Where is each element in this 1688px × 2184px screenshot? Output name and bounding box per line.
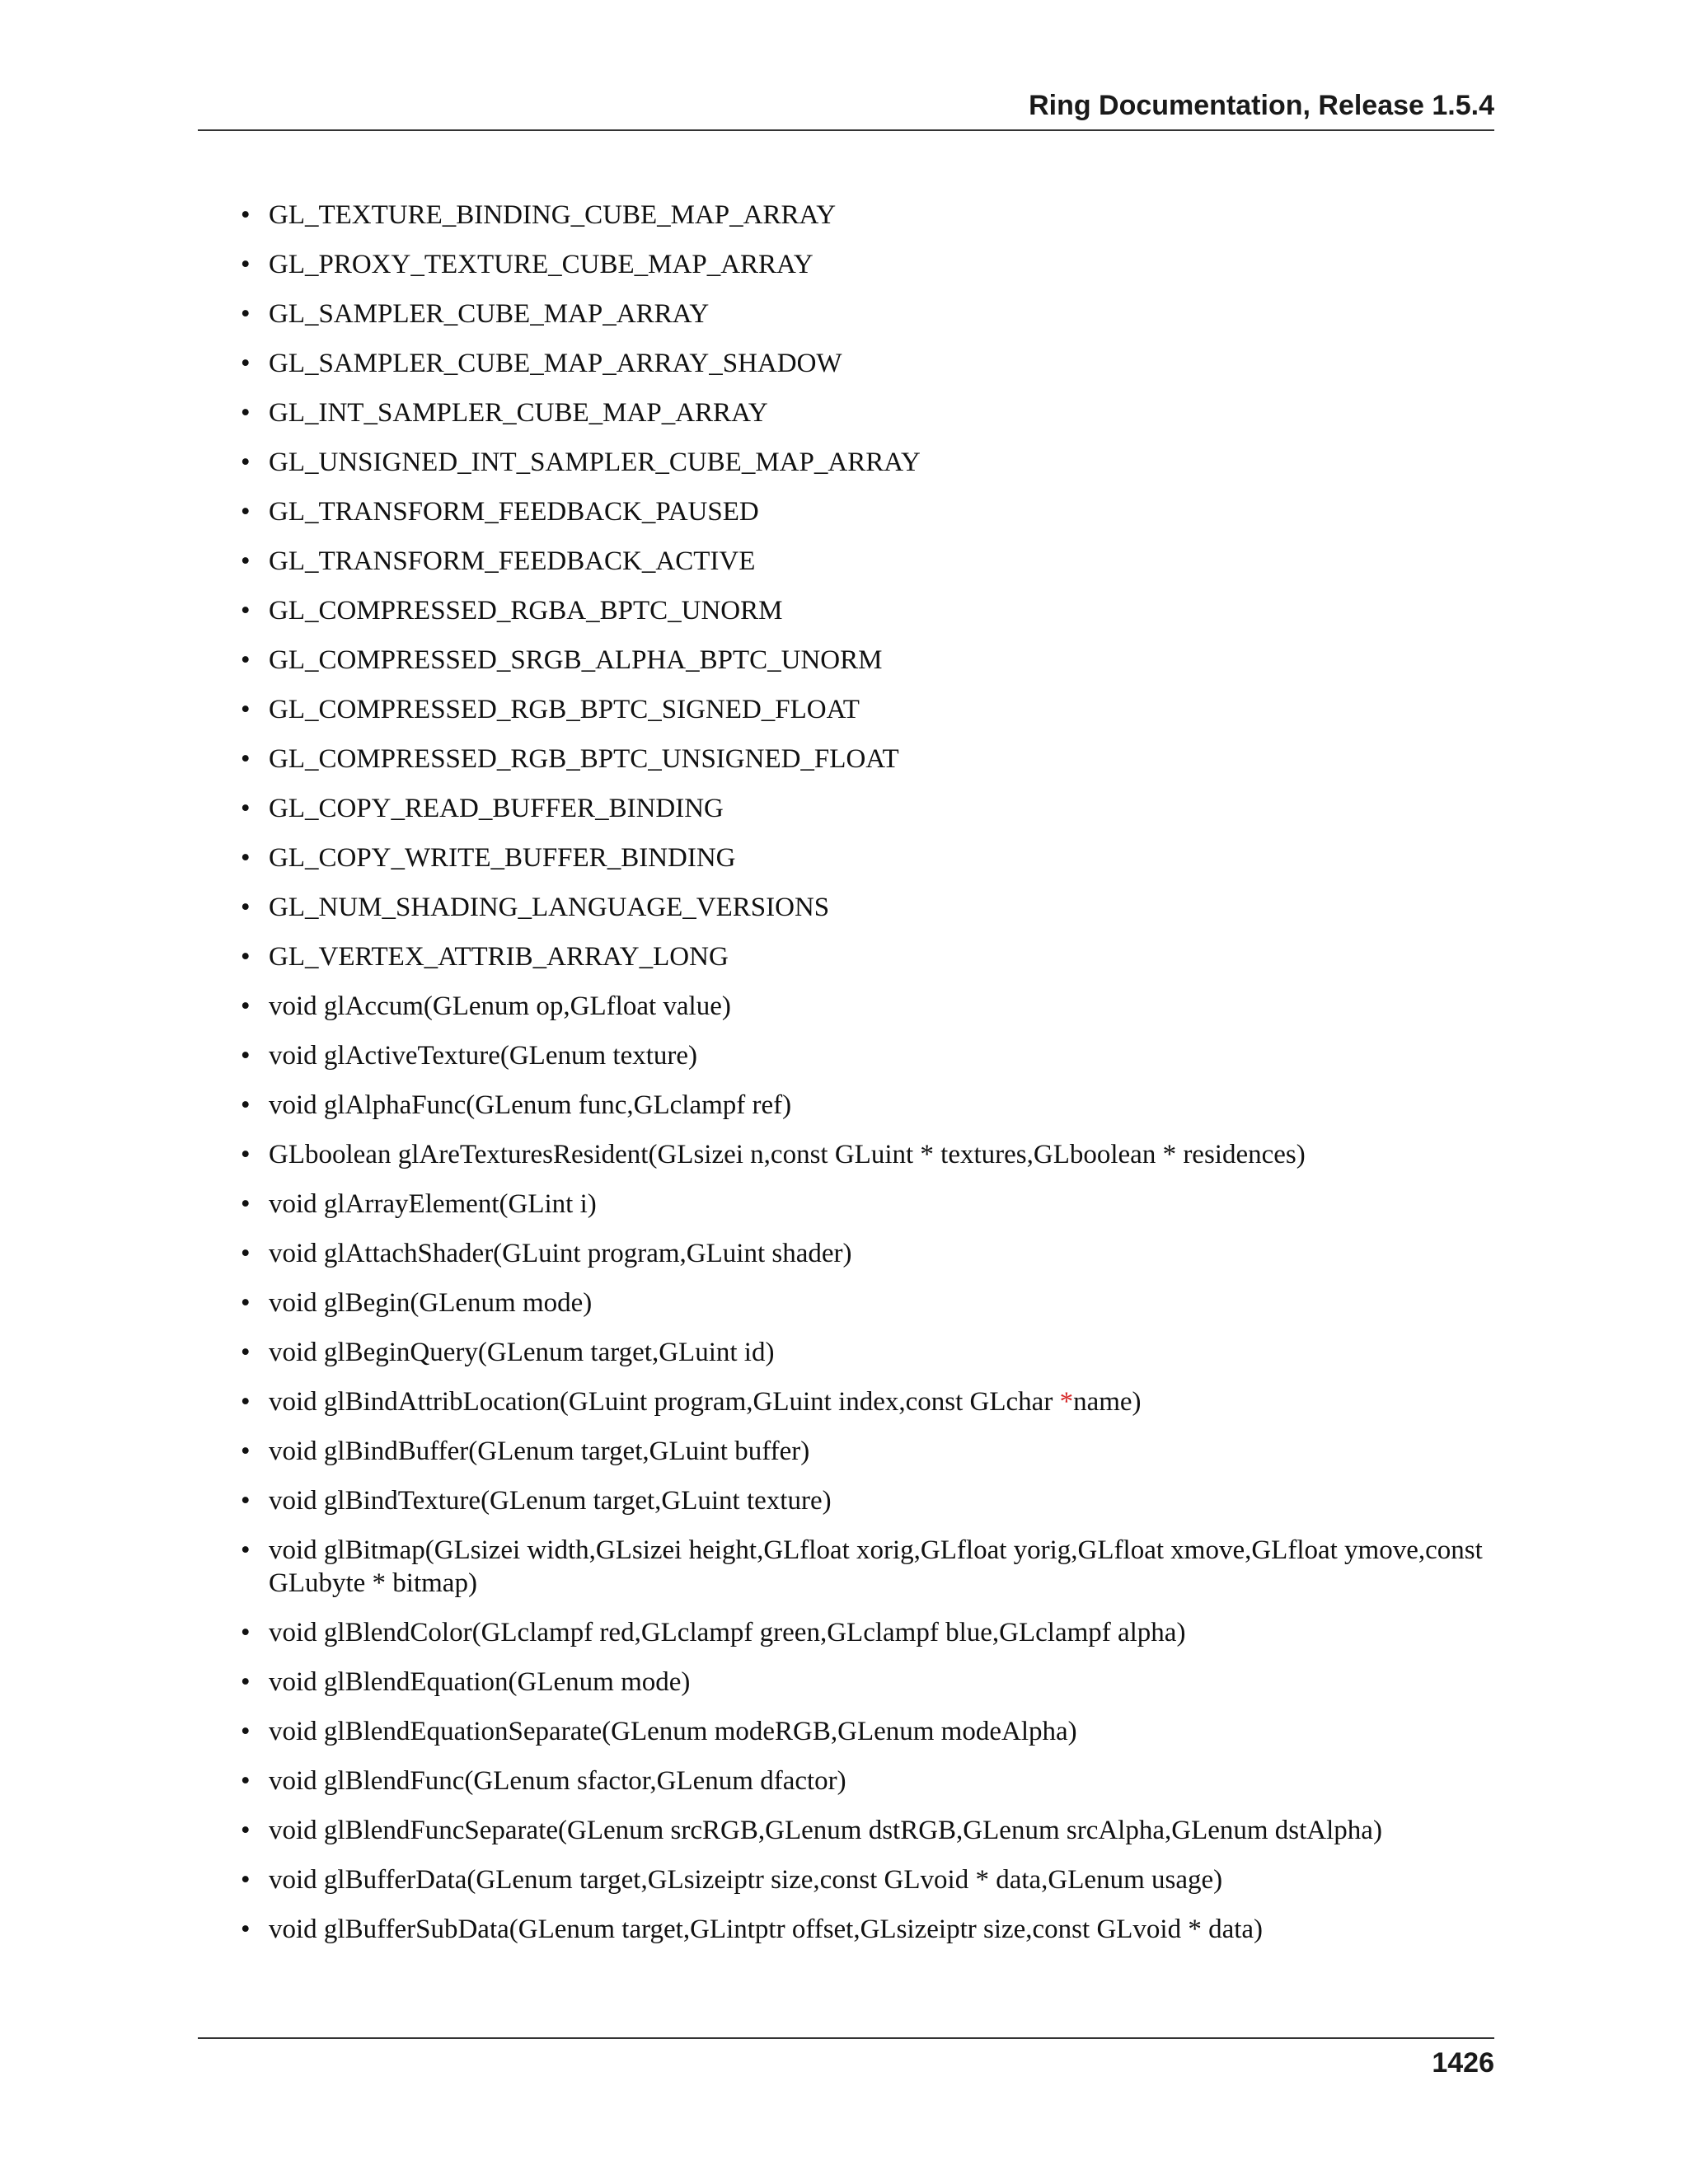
- highlighted-asterisk: *: [1059, 1387, 1074, 1417]
- bullet-icon: •: [241, 1618, 251, 1647]
- entry-text: void glAccum(GLenum op,GLfloat value): [269, 991, 731, 1021]
- list-item: [241, 1534, 1498, 1600]
- list-item: [241, 1765, 1498, 1797]
- entry-text: GL_SAMPLER_CUBE_MAP_ARRAY: [269, 299, 710, 329]
- entry-text: void glActiveTexture(GLenum texture): [269, 1041, 698, 1071]
- list-item: [241, 1666, 1498, 1699]
- entry-text: void glBufferData(GLenum target,GLsizeiptr size,const GLvoid * data,GLenum usage): [269, 1865, 1223, 1895]
- bullet-icon: •: [241, 1338, 251, 1367]
- entry-text: GL_COMPRESSED_SRGB_ALPHA_BPTC_UNORM: [269, 645, 883, 675]
- list-item: [241, 792, 1498, 825]
- list-item: [241, 545, 1498, 578]
- entry-text: GL_TEXTURE_BINDING_CUBE_MAP_ARRAY: [269, 200, 837, 230]
- entry-text: GL_SAMPLER_CUBE_MAP_ARRAY_SHADOW: [269, 349, 842, 378]
- list-item: [241, 1188, 1498, 1221]
- list-item: [241, 990, 1498, 1023]
- list-item: [241, 743, 1498, 776]
- entry-text: void glBitmap(GLsizei width,GLsizei height,GLfloat xorig,GLfloat yorig,GLfloat xmove,GLfloat ymove,const GLubyte * bitmap): [269, 1535, 1483, 1598]
- list-item: [241, 1237, 1498, 1270]
- list-item: [241, 1715, 1498, 1748]
- bullet-icon: •: [241, 645, 251, 675]
- bullet-icon: •: [241, 1140, 251, 1169]
- list-item: [241, 1138, 1498, 1171]
- list-item: [241, 594, 1498, 627]
- list-item: [241, 199, 1498, 232]
- bullet-icon: •: [241, 1667, 251, 1697]
- entry-text: void glArrayElement(GLint i): [269, 1189, 597, 1219]
- entry-text: GL_COPY_READ_BUFFER_BINDING: [269, 794, 724, 823]
- list-item: [241, 1913, 1498, 1946]
- entry-text: void glBindAttribLocation(GLuint program,GLuint index,const GLchar *name): [269, 1387, 1142, 1417]
- entry-text: void glAlphaFunc(GLenum func,GLclampf ref): [269, 1090, 792, 1120]
- entry-text: GL_VERTEX_ATTRIB_ARRAY_LONG: [269, 942, 729, 972]
- bullet-icon: •: [241, 1486, 251, 1516]
- running-header: Ring Documentation, Release 1.5.4: [1029, 90, 1494, 121]
- bullet-icon: •: [241, 1288, 251, 1318]
- list-item: [241, 347, 1498, 380]
- bullet-icon: •: [241, 1239, 251, 1268]
- bullet-icon: •: [241, 200, 251, 230]
- bullet-icon: •: [241, 448, 251, 477]
- entry-text: GL_UNSIGNED_INT_SAMPLER_CUBE_MAP_ARRAY: [269, 448, 921, 477]
- bullet-icon: •: [241, 398, 251, 428]
- list-item: [241, 495, 1498, 528]
- bullet-icon: •: [241, 1915, 251, 1944]
- bullet-icon: •: [241, 1766, 251, 1796]
- bullet-icon: •: [241, 1090, 251, 1120]
- bullet-icon: •: [241, 1865, 251, 1895]
- bullet-icon: •: [241, 893, 251, 922]
- bullet-icon: •: [241, 942, 251, 972]
- list-item: [241, 1039, 1498, 1072]
- entry-text: GL_COMPRESSED_RGBA_BPTC_UNORM: [269, 596, 783, 626]
- entry-text: void glAttachShader(GLuint program,GLuint shader): [269, 1239, 852, 1268]
- list-item: [241, 1089, 1498, 1122]
- list-item: [241, 1484, 1498, 1517]
- bullet-icon: •: [241, 1189, 251, 1219]
- bullet-icon: •: [241, 1535, 251, 1565]
- list-item: [241, 248, 1498, 281]
- bullet-icon: •: [241, 1436, 251, 1466]
- entry-text: GL_INT_SAMPLER_CUBE_MAP_ARRAY: [269, 398, 768, 428]
- entry-text: void glBlendEquationSeparate(GLenum modeRGB,GLenum modeAlpha): [269, 1717, 1077, 1746]
- entry-text: GL_COMPRESSED_RGB_BPTC_SIGNED_FLOAT: [269, 695, 860, 724]
- list-item: [241, 1814, 1498, 1847]
- list-item: [241, 940, 1498, 973]
- footer-divider: [198, 2037, 1494, 2039]
- list-item: [241, 1863, 1498, 1896]
- entry-text: void glBlendFuncSeparate(GLenum srcRGB,GLenum dstRGB,GLenum srcAlpha,GLenum dstAlpha): [269, 1816, 1382, 1845]
- list-item: [241, 396, 1498, 429]
- bullet-icon: •: [241, 299, 251, 329]
- list-item: [241, 841, 1498, 874]
- bullet-icon: •: [241, 1387, 251, 1417]
- list-item: [241, 1616, 1498, 1649]
- bullet-icon: •: [241, 991, 251, 1021]
- bullet-icon: •: [241, 596, 251, 626]
- list-item: [241, 446, 1498, 479]
- entry-text: void glBlendEquation(GLenum mode): [269, 1667, 691, 1697]
- page-number: 1426: [1432, 2047, 1494, 2079]
- list-item: [241, 1286, 1498, 1319]
- entry-text: void glBindTexture(GLenum target,GLuint texture): [269, 1486, 832, 1516]
- header-divider: [198, 129, 1494, 131]
- bullet-icon: •: [241, 1816, 251, 1845]
- entry-text: void glBlendColor(GLclampf red,GLclampf green,GLclampf blue,GLclampf alpha): [269, 1618, 1186, 1647]
- entry-text: void glBegin(GLenum mode): [269, 1288, 593, 1318]
- entry-text: GL_PROXY_TEXTURE_CUBE_MAP_ARRAY: [269, 250, 814, 279]
- bullet-icon: •: [241, 1717, 251, 1746]
- entry-text: GL_COMPRESSED_RGB_BPTC_UNSIGNED_FLOAT: [269, 744, 899, 774]
- list-item: [241, 298, 1498, 330]
- api-entry-list: [241, 199, 1498, 1962]
- bullet-icon: •: [241, 497, 251, 527]
- list-item: [241, 644, 1498, 677]
- list-item: [241, 1385, 1498, 1418]
- bullet-icon: •: [241, 349, 251, 378]
- entry-text: void glBindBuffer(GLenum target,GLuint buffer): [269, 1436, 810, 1466]
- bullet-icon: •: [241, 744, 251, 774]
- list-item: [241, 891, 1498, 924]
- entry-text: GL_TRANSFORM_FEEDBACK_ACTIVE: [269, 546, 756, 576]
- entry-text: GL_NUM_SHADING_LANGUAGE_VERSIONS: [269, 893, 830, 922]
- entry-text: GLboolean glAreTexturesResident(GLsizei n,const GLuint * textures,GLboolean * residences): [269, 1140, 1306, 1169]
- list-item: [241, 1336, 1498, 1369]
- bullet-icon: •: [241, 1041, 251, 1071]
- bullet-icon: •: [241, 695, 251, 724]
- entry-text: void glBeginQuery(GLenum target,GLuint id): [269, 1338, 775, 1367]
- entry-text: void glBufferSubData(GLenum target,GLintptr offset,GLsizeiptr size,const GLvoid * data): [269, 1915, 1264, 1944]
- bullet-icon: •: [241, 794, 251, 823]
- entry-text: GL_COPY_WRITE_BUFFER_BINDING: [269, 843, 736, 873]
- bullet-icon: •: [241, 546, 251, 576]
- list-item: [241, 1435, 1498, 1468]
- bullet-icon: •: [241, 250, 251, 279]
- bullet-icon: •: [241, 843, 251, 873]
- list-item: [241, 693, 1498, 726]
- entry-text: GL_TRANSFORM_FEEDBACK_PAUSED: [269, 497, 759, 527]
- entry-text: void glBlendFunc(GLenum sfactor,GLenum dfactor): [269, 1766, 846, 1796]
